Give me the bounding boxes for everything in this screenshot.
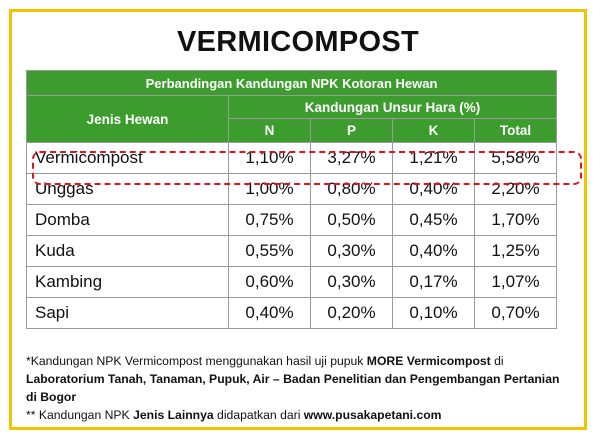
footnote-1 — [26, 352, 566, 406]
cell-k: 0,40% — [393, 174, 475, 205]
cell-n: 1,00% — [229, 174, 311, 205]
table-row — [27, 267, 557, 298]
table-row — [27, 236, 557, 267]
footnote-1-product: MORE Vermicompost — [366, 354, 491, 368]
cell-p: 0,20% — [311, 298, 393, 329]
header-k: K — [393, 119, 475, 143]
npk-comparison-table — [26, 70, 557, 329]
footnote-1-lab: Laboratorium Tanah, Tanaman, Pupuk, Air – Badan Penelitian dan Pengembangan Pertanian di Bogor — [26, 372, 560, 404]
footnote-2-type: Jenis Lainnya — [133, 408, 214, 422]
cell-p: 3,27% — [311, 143, 393, 174]
cell-total: 1,70% — [475, 205, 557, 236]
table-row — [27, 205, 557, 236]
cell-total: 5,58% — [475, 143, 557, 174]
cell-k: 0,45% — [393, 205, 475, 236]
footnote-2-connector: didapatkan dari — [213, 408, 304, 422]
cell-total: 0,70% — [475, 298, 557, 329]
cell-k: 0,17% — [393, 267, 475, 298]
cell-k: 1,21% — [393, 143, 475, 174]
header-n: N — [229, 119, 311, 143]
cell-animal: Vermicompost — [27, 143, 229, 174]
cell-animal: Kambing — [27, 267, 229, 298]
cell-animal: Unggas — [27, 174, 229, 205]
header-jenis-hewan: Jenis Hewan — [27, 96, 229, 143]
header-kandungan-unsur-hara: Kandungan Unsur Hara (%) — [229, 96, 557, 119]
cell-total: 2,20% — [475, 174, 557, 205]
cell-n: 0,40% — [229, 298, 311, 329]
cell-p: 0,30% — [311, 267, 393, 298]
table-row — [27, 298, 557, 329]
page-title: VERMICOMPOST — [176, 26, 420, 58]
cell-n: 0,60% — [229, 267, 311, 298]
table-row — [27, 143, 557, 174]
cell-animal: Domba — [27, 205, 229, 236]
cell-animal: Sapi — [27, 298, 229, 329]
cell-n: 1,10% — [229, 143, 311, 174]
footnotes — [26, 352, 566, 424]
footnote-1-connector: di — [490, 354, 504, 368]
cell-total: 1,07% — [475, 267, 557, 298]
footnote-2 — [26, 406, 566, 424]
footnote-1-text: *Kandungan NPK Vermicompost menggunakan hasil uji pupuk — [26, 354, 367, 368]
header-total: Total — [475, 119, 557, 143]
cell-total: 1,25% — [475, 236, 557, 267]
cell-n: 0,75% — [229, 205, 311, 236]
footnote-2-text: ** Kandungan NPK — [26, 408, 134, 422]
cell-k: 0,10% — [393, 298, 475, 329]
cell-p: 0,30% — [311, 236, 393, 267]
cell-p: 0,50% — [311, 205, 393, 236]
cell-k: 0,40% — [393, 236, 475, 267]
cell-animal: Kuda — [27, 236, 229, 267]
footnote-2-website: www.pusakapetani.com — [303, 408, 442, 422]
table-row — [27, 174, 557, 205]
header-p: P — [311, 119, 393, 143]
cell-p: 0,80% — [311, 174, 393, 205]
cell-n: 0,55% — [229, 236, 311, 267]
table-caption: Perbandingan Kandungan NPK Kotoran Hewan — [27, 71, 557, 96]
